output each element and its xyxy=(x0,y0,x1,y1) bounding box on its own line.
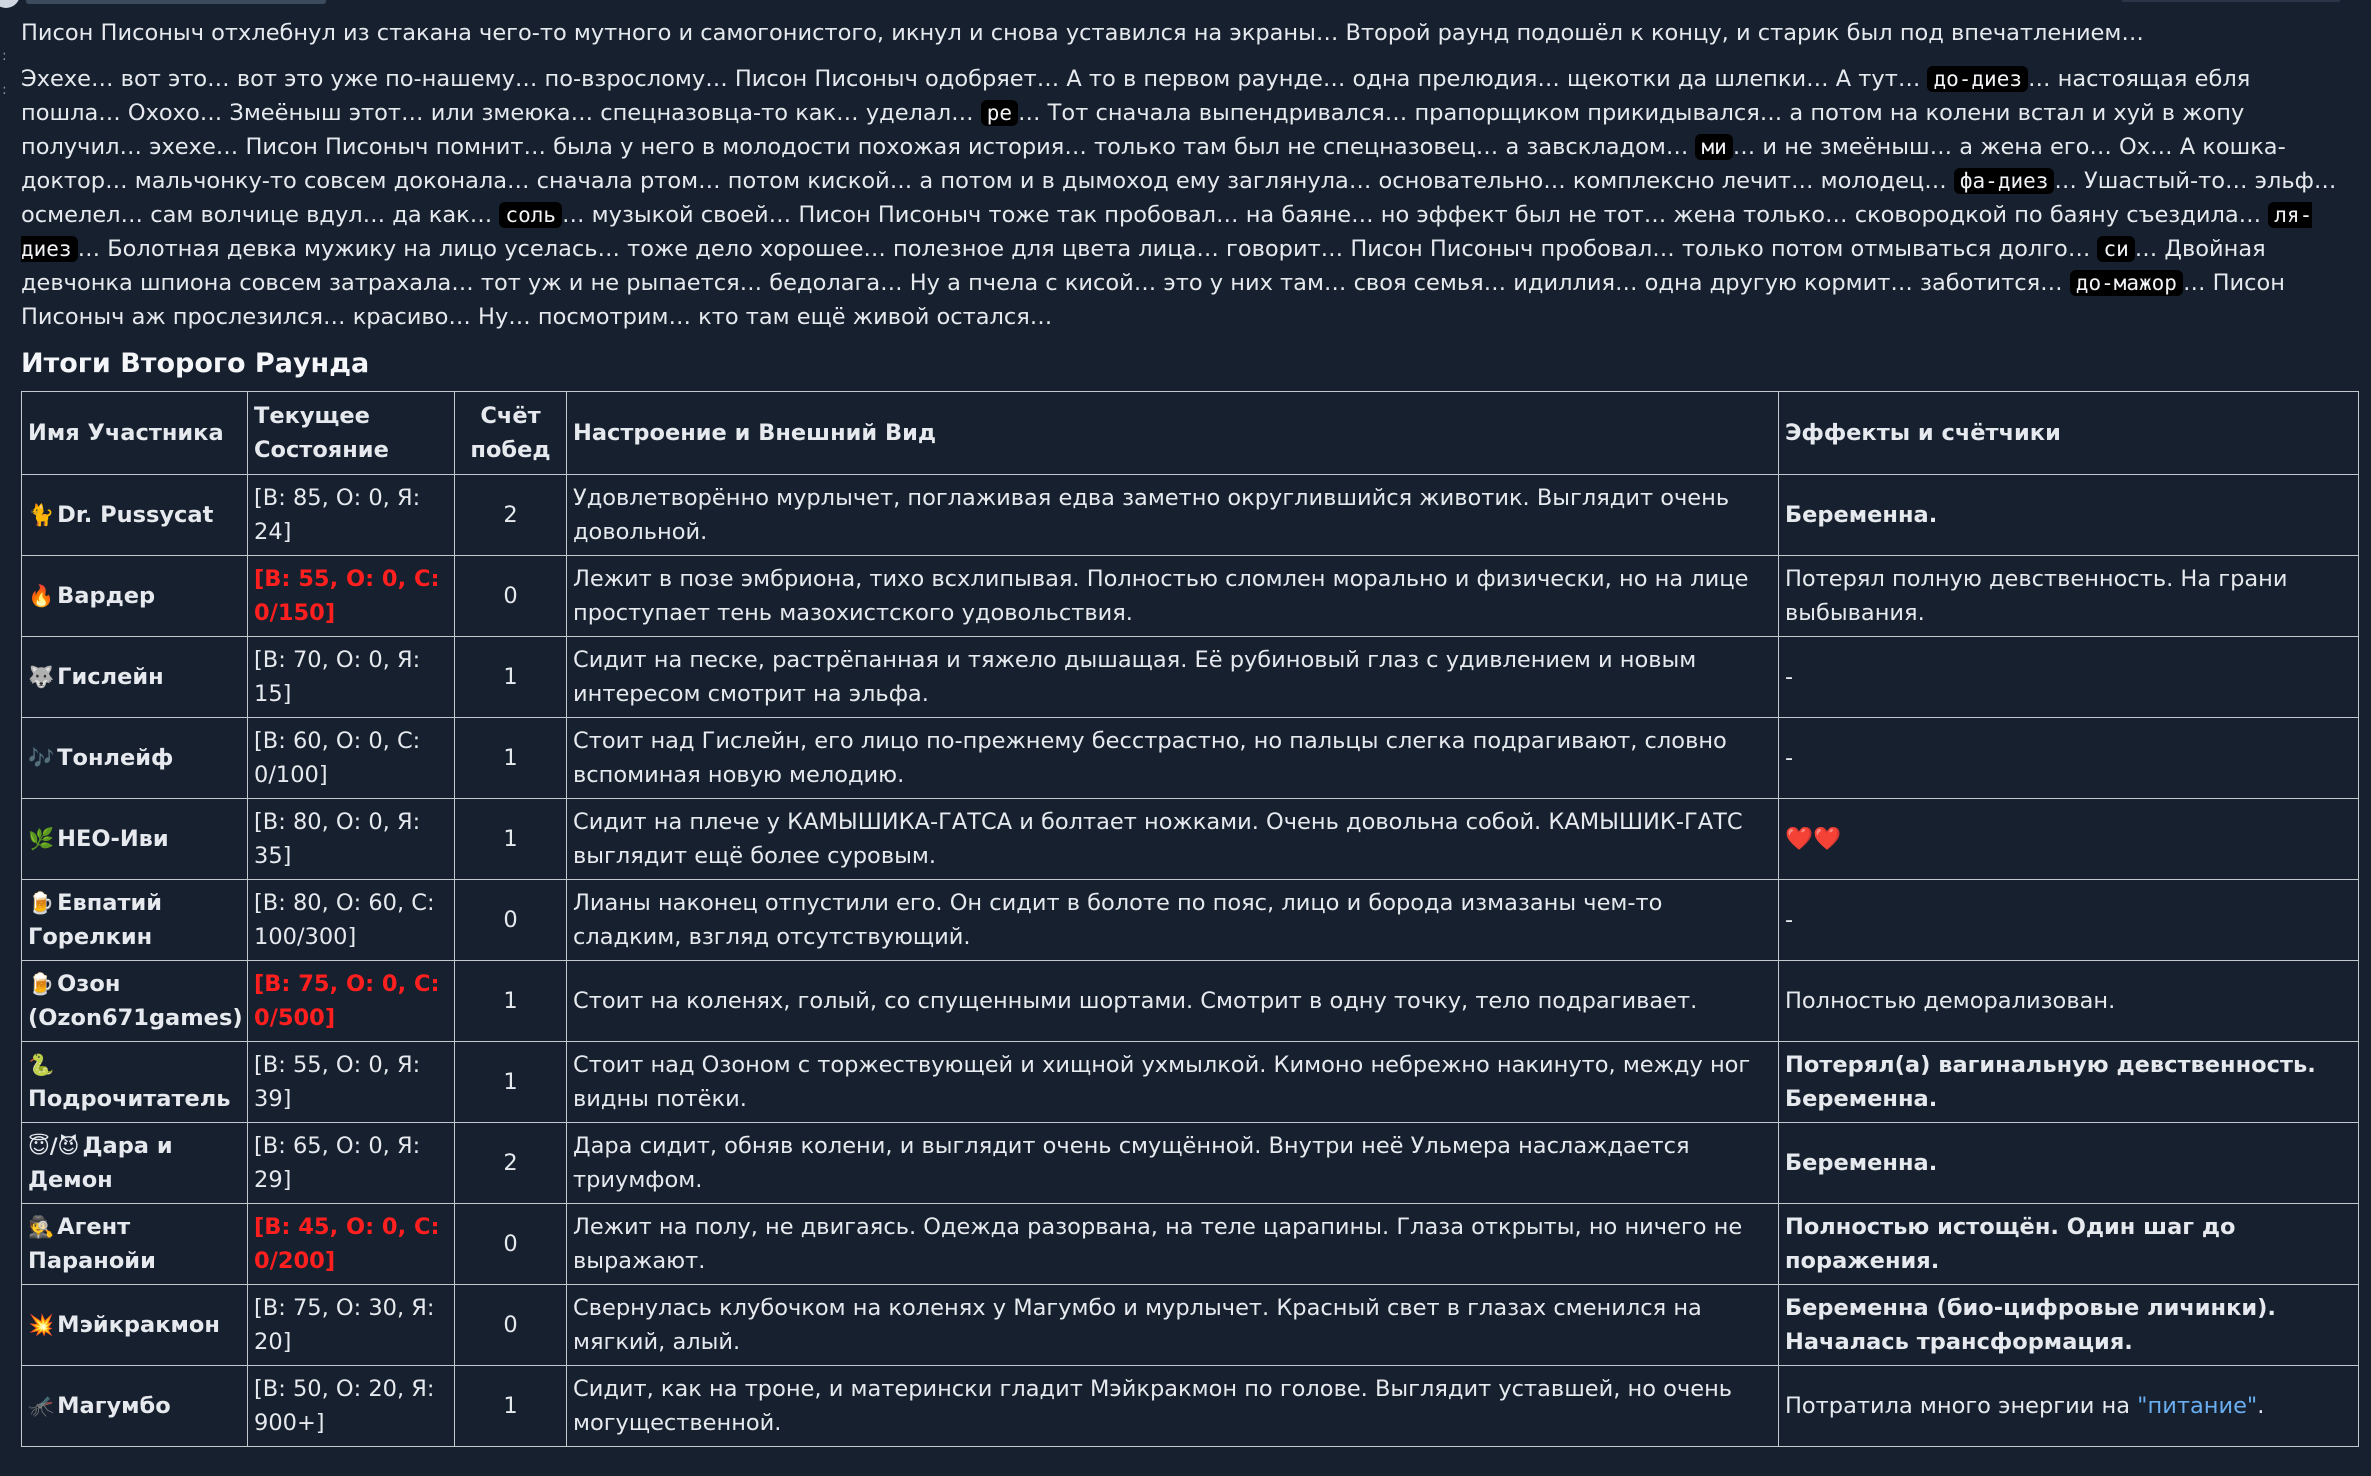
participant-name-cell xyxy=(22,1042,248,1123)
state-cell: [В: 50, О: 20, Я: 900+] xyxy=(248,1366,455,1447)
effect-text: Потерял полную девственность. На грани выбывания. xyxy=(1785,566,2288,626)
state-cell: [В: 65, О: 0, Я: 29] xyxy=(248,1123,455,1204)
participant-name: Вардер xyxy=(57,583,156,609)
table-row xyxy=(22,961,2359,1042)
section-title: Итоги Второго Раунда xyxy=(21,348,370,379)
mood-cell: Лежит на полу, не двигаясь. Одежда разорвана, на теле царапины. Глаза открыты, но ничего не выражают. xyxy=(567,1204,1779,1285)
participant-name-cell xyxy=(22,1366,248,1447)
quote-marker: : xyxy=(2,82,7,98)
effect-text: . xyxy=(2257,1393,2265,1419)
note-badge: до-диез xyxy=(1927,66,2028,92)
effect-text: Полностью деморализован. xyxy=(1785,988,2116,1014)
effects-cell xyxy=(1779,475,2359,556)
wins-cell: 2 xyxy=(455,1123,567,1204)
note-badge: си xyxy=(2097,236,2134,262)
table-body xyxy=(22,475,2359,1447)
note-badge: ля-диез xyxy=(21,203,2313,261)
participant-name: Агент Паранойи xyxy=(28,1214,156,1274)
participant-name-cell xyxy=(22,556,248,637)
mood-cell: Сидит, как на троне, и матерински гладит Мэйкракмон по голове. Выглядит уставшей, но очень могущественной. xyxy=(567,1366,1779,1447)
table-row xyxy=(22,718,2359,799)
message-toolbar[interactable] xyxy=(2121,0,2341,2)
wins-cell: 1 xyxy=(455,637,567,718)
participant-icon: 🔥 xyxy=(28,584,55,608)
monologue-text: … Двойная девчонка шпиона совсем затрахала… тот уж и не рыпается… бедолага… Ну а пчела с кисой… это у них там… своя семья… идиллия… одна другую кормит… заботится… xyxy=(21,236,2266,296)
participant-name-cell xyxy=(22,1204,248,1285)
state-cell: [В: 75, О: 30, Я: 20] xyxy=(248,1285,455,1366)
table-row xyxy=(22,880,2359,961)
participant-name-cell xyxy=(22,1123,248,1204)
effect-text: Потерял(а) вагинальную девственность. Беременна. xyxy=(1785,1052,2316,1112)
mood-cell: Лианы наконец отпустили его. Он сидит в болоте по пояс, лицо и борода измазаны чем-то сладким, взгляд отсутствующий. xyxy=(567,880,1779,961)
message-header-clipped xyxy=(0,0,2371,10)
state-cell: [В: 80, О: 0, Я: 35] xyxy=(248,799,455,880)
monologue-text: … настоящая ебля пошла… Охохо… Змеёныш этот… или змеюка… спецназовца-то как… уделал… xyxy=(21,66,2251,126)
participant-name: НЕО-Иви xyxy=(57,826,169,852)
participant-name: Подрочитатель xyxy=(28,1086,231,1112)
state-cell: [В: 75, О: 0, С: 0/500] xyxy=(248,961,455,1042)
note-badge: фа-диез xyxy=(1954,168,2055,194)
effect-text: Потратила много энергии на xyxy=(1785,1393,2138,1419)
avatar xyxy=(0,0,20,8)
monologue-text: … и не змеёныш… а жена его… Ох… А кошка-доктор… мальчонку-то совсем доконала… сначала ртом… потом киской… а потом и в дымоход ему заглянула… основательно… комплексно лечит… молодец… xyxy=(21,134,2286,194)
table-row xyxy=(22,637,2359,718)
effects-cell xyxy=(1779,799,2359,880)
effect-text: Беременна. xyxy=(1785,502,1938,528)
participant-icon: 🍺 xyxy=(28,891,55,915)
note-badge: ми xyxy=(1695,134,1732,160)
wins-cell: 1 xyxy=(455,961,567,1042)
effect-text: Полностью истощён. Один шаг до поражения. xyxy=(1785,1214,2236,1274)
effect-text: - xyxy=(1785,745,1794,771)
participant-icon: 🍺 xyxy=(28,972,55,996)
effect-text: - xyxy=(1785,664,1794,690)
participant-name: Дара и Демон xyxy=(28,1133,173,1193)
monologue-text: Эхехе… вот это… вот это уже по-нашему… по-взрослому… Писон Писоныч одобряет… А то в первом раунде… одна прелюдия… щекотки да шлепки… А тут… xyxy=(21,66,1928,92)
table-header-row xyxy=(22,392,2359,475)
participant-icon: 🕵️ xyxy=(28,1215,55,1239)
effects-cell xyxy=(1779,1285,2359,1366)
monologue-text: … Тот сначала выпендривался… прапорщиком прикидывался… а потом на колени встал и хуй в жопу получил… эхехе… Писон Писоныч помнит… была у него в молодости похожая история… только там был не спецназовец… а завскладом… xyxy=(21,100,2245,160)
effects-cell xyxy=(1779,1123,2359,1204)
mood-cell: Стоит над Озоном с торжествующей и хищной ухмылкой. Кимоно небрежно накинуто, между ног видны потёки. xyxy=(567,1042,1779,1123)
state-cell: [В: 55, О: 0, С: 0/150] xyxy=(248,556,455,637)
effects-cell xyxy=(1779,718,2359,799)
header-name: Имя Участника xyxy=(22,392,248,475)
effects-cell xyxy=(1779,1042,2359,1123)
effects-cell xyxy=(1779,961,2359,1042)
participant-name: Озон (Ozon671games) xyxy=(28,971,243,1031)
wins-cell: 1 xyxy=(455,718,567,799)
participant-icon: 🐍 xyxy=(28,1053,55,1077)
state-cell: [В: 55, О: 0, Я: 39] xyxy=(248,1042,455,1123)
mood-cell: Сидит на плече у КАМЫШИКА-ГАТСА и болтает ножками. Очень довольна собой. КАМЫШИК-ГАТС выглядит ещё более суровым. xyxy=(567,799,1779,880)
note-badge: соль xyxy=(499,202,562,228)
participant-icon: 🎶 xyxy=(28,746,55,770)
wins-cell: 0 xyxy=(455,1204,567,1285)
monologue-text: … музыкой своей… Писон Писоныч тоже так пробовал… на баяне… но эффект был не тот… жена только… сковородкой по баяну съездила… xyxy=(562,202,2269,228)
participant-name-cell xyxy=(22,880,248,961)
table-row xyxy=(22,1042,2359,1123)
participant-icon: 🐺 xyxy=(28,665,55,689)
participant-icon: 🌿 xyxy=(28,827,55,851)
participant-name-cell xyxy=(22,961,248,1042)
state-cell: [В: 85, О: 0, Я: 24] xyxy=(248,475,455,556)
participant-name-cell xyxy=(22,1285,248,1366)
effects-cell xyxy=(1779,1204,2359,1285)
effects-cell xyxy=(1779,637,2359,718)
wins-cell: 0 xyxy=(455,1285,567,1366)
participant-name: Тонлейф xyxy=(57,745,174,771)
participant-name: Dr. Pussycat xyxy=(57,502,214,528)
state-cell: [В: 70, О: 0, Я: 15] xyxy=(248,637,455,718)
header-mood: Настроение и Внешний Вид xyxy=(567,392,1779,475)
mood-cell: Сидит на песке, растрёпанная и тяжело дышащая. Её рубиновый глаз с удивлением и новым интересом смотрит на эльфа. xyxy=(567,637,1779,718)
effects-cell xyxy=(1779,1366,2359,1447)
participant-name-cell xyxy=(22,475,248,556)
wins-cell: 0 xyxy=(455,556,567,637)
monologue-text: … Ушастый-то… эльф… осмелел… сам волчице вдул… да как… xyxy=(21,168,2337,228)
header-state: Текущее Состояние xyxy=(248,392,455,475)
wins-cell: 1 xyxy=(455,1366,567,1447)
participant-name: Евпатий Горелкин xyxy=(28,890,163,950)
monologue-text: … Писон Писоныч аж прослезился… красиво… Ну… посмотрим… кто там ещё живой остался… xyxy=(21,270,2285,330)
participant-icon: 😇/😈 xyxy=(28,1134,80,1158)
participant-icon: 🐈 xyxy=(28,503,55,527)
header-effects: Эффекты и счётчики xyxy=(1779,392,2359,475)
table-row xyxy=(22,1285,2359,1366)
table-row xyxy=(22,1123,2359,1204)
participant-icon: 💥 xyxy=(28,1313,55,1337)
mood-cell: Удовлетворённо мурлычет, поглаживая едва заметно округлившийся животик. Выглядит очень довольной. xyxy=(567,475,1779,556)
effects-cell xyxy=(1779,556,2359,637)
wins-cell: 1 xyxy=(455,1042,567,1123)
participant-name: Мэйкракмон xyxy=(57,1312,220,1338)
wins-cell: 0 xyxy=(455,880,567,961)
monologue-paragraph xyxy=(21,62,2357,334)
author-name xyxy=(26,0,326,4)
state-cell: [В: 80, О: 60, С: 100/300] xyxy=(248,880,455,961)
wins-cell: 2 xyxy=(455,475,567,556)
table-row xyxy=(22,1204,2359,1285)
participant-icon: 🦟 xyxy=(28,1394,55,1418)
wins-cell: 1 xyxy=(455,799,567,880)
monologue-text: … Болотная девка мужику на лицо уселась… тоже дело хорошее… полезное для цвета лица… говорит… Писон Писоныч пробовал… только потом отмываться долго… xyxy=(77,236,2098,262)
effect-link[interactable]: "питание" xyxy=(2137,1393,2258,1419)
note-badge: до-мажор xyxy=(2070,270,2183,296)
mood-cell: Стоит на коленях, голый, со спущенными шортами. Смотрит в одну точку, тело подрагивает. xyxy=(567,961,1779,1042)
header-wins: Счёт побед xyxy=(455,392,567,475)
table-row xyxy=(22,799,2359,880)
mood-cell: Свернулась клубочком на коленях у Магумбо и мурлычет. Красный свет в глазах сменился на мягкий, алый. xyxy=(567,1285,1779,1366)
results-table xyxy=(21,391,2359,1447)
effect-text: Беременна (био-цифровые личинки). Началась трансформация. xyxy=(1785,1295,2276,1355)
participant-name-cell xyxy=(22,799,248,880)
table-row xyxy=(22,475,2359,556)
mood-cell: Стоит над Гислейн, его лицо по-прежнему бесстрастно, но пальцы слегка подрагивают, словно вспоминая новую мелодию. xyxy=(567,718,1779,799)
note-badge: ре xyxy=(981,100,1018,126)
effect-text: - xyxy=(1785,907,1794,933)
mood-cell: Дара сидит, обняв колени, и выглядит очень смущённой. Внутри неё Ульмера наслаждается триумфом. xyxy=(567,1123,1779,1204)
hearts-icon: ❤️❤️ xyxy=(1785,826,1842,852)
participant-name-cell xyxy=(22,637,248,718)
intro-paragraph: Писон Писоныч отхлебнул из стакана чего-то мутного и самогонистого, икнул и снова уставился на экраны… Второй раунд подошёл к концу, и старик был под впечатлением… xyxy=(21,20,2144,46)
state-cell: [В: 45, О: 0, С: 0/200] xyxy=(248,1204,455,1285)
quote-marker: : xyxy=(2,48,7,64)
effects-cell xyxy=(1779,880,2359,961)
mood-cell: Лежит в позе эмбриона, тихо всхлипывая. Полностью сломлен морально и физически, но на лице проступает тень мазохистского удовольствия. xyxy=(567,556,1779,637)
effect-text: Беременна. xyxy=(1785,1150,1938,1176)
state-cell: [В: 60, О: 0, С: 0/100] xyxy=(248,718,455,799)
participant-name: Магумбо xyxy=(57,1393,171,1419)
participant-name-cell xyxy=(22,718,248,799)
table-row xyxy=(22,1366,2359,1447)
table-row xyxy=(22,556,2359,637)
participant-name: Гислейн xyxy=(57,664,164,690)
